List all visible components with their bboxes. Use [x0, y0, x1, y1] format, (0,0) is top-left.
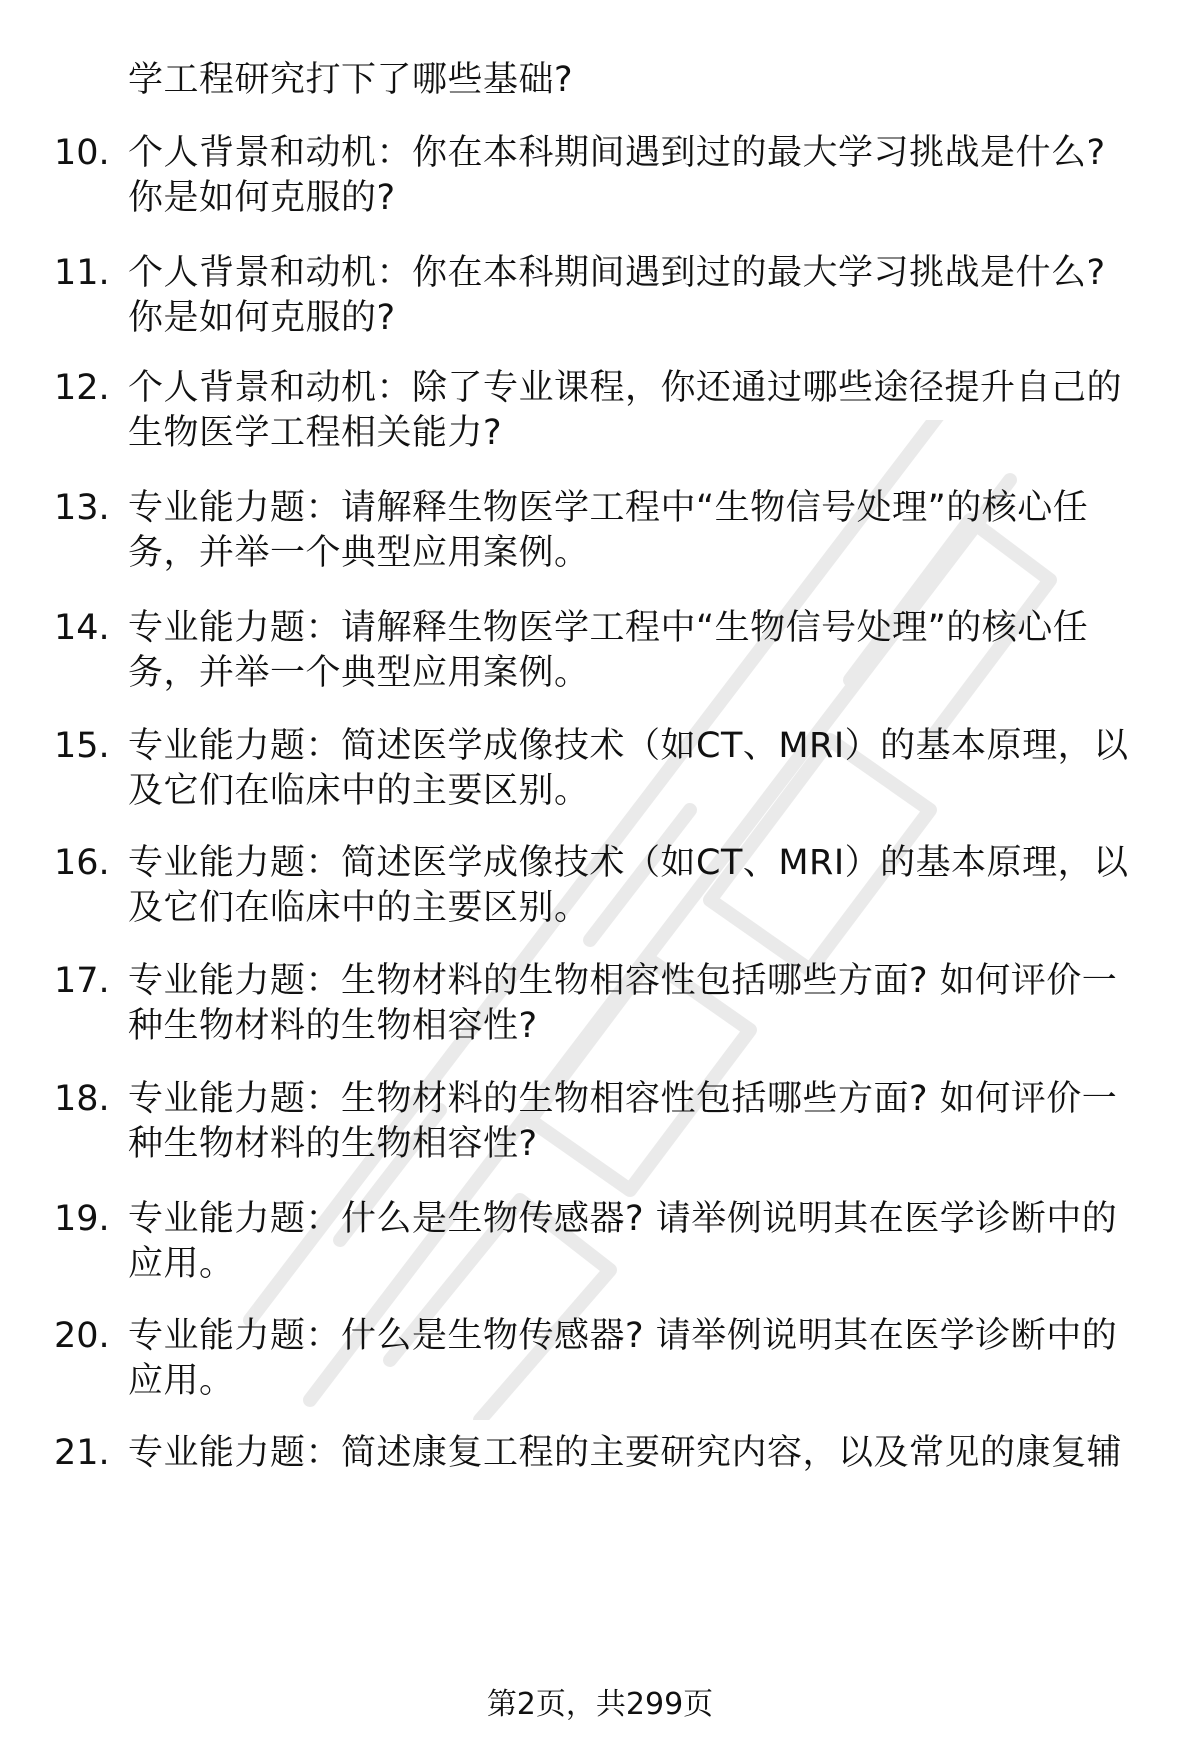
item-text-line2: 你是如何克服的?: [128, 298, 396, 338]
item-number: 21.: [54, 1433, 110, 1473]
item-text-line2: 务，并举一个典型应用案例。: [128, 653, 590, 693]
item-text-line1: 专业能力题：生物材料的生物相容性包括哪些方面? 如何评价一: [128, 961, 1118, 1001]
item-text-line2: 及它们在临床中的主要区别。: [128, 888, 590, 928]
item-text-line2: 应用。: [128, 1244, 235, 1284]
item-text-line1: 个人背景和动机：你在本科期间遇到过的最大学习挑战是什么?: [128, 133, 1106, 173]
item-text-line1: 个人背景和动机：除了专业课程，你还通过哪些途径提升自己的: [128, 368, 1123, 408]
item-number: 18.: [54, 1079, 110, 1119]
item-text-line1: 专业能力题：什么是生物传感器? 请举例说明其在医学诊断中的: [128, 1316, 1118, 1356]
item-text-line2: 你是如何克服的?: [128, 178, 396, 218]
item-text-line2: 及它们在临床中的主要区别。: [128, 771, 590, 811]
item-number: 10.: [54, 133, 110, 173]
continued-text: 学工程研究打下了哪些基础?: [128, 60, 574, 100]
item-text-line2: 应用。: [128, 1361, 235, 1401]
item-number: 11.: [54, 253, 110, 293]
item-text-line2: 生物医学工程相关能力?: [128, 413, 503, 453]
item-number: 17.: [54, 961, 110, 1001]
item-text-line1: 专业能力题：请解释生物医学工程中“生物信号处理”的核心任: [128, 488, 1089, 528]
item-number: 12.: [54, 368, 110, 408]
item-text-line1: 专业能力题：什么是生物传感器? 请举例说明其在医学诊断中的: [128, 1199, 1118, 1239]
item-text-line1: 个人背景和动机：你在本科期间遇到过的最大学习挑战是什么?: [128, 253, 1106, 293]
item-text-line1: 专业能力题：请解释生物医学工程中“生物信号处理”的核心任: [128, 608, 1089, 648]
page-footer: 第2页，共299页: [486, 1687, 714, 1722]
item-text-line2: 种生物材料的生物相容性?: [128, 1124, 538, 1164]
item-number: 14.: [54, 608, 110, 648]
item-number: 15.: [54, 726, 110, 766]
item-text-line2: 种生物材料的生物相容性?: [128, 1006, 538, 1046]
item-text-line1: 专业能力题：简述康复工程的主要研究内容，以及常见的康复辅: [128, 1433, 1123, 1473]
item-text-line1: 专业能力题：简述医学成像技术（如CT、MRI）的基本原理，以: [128, 843, 1129, 883]
item-text-line1: 专业能力题：生物材料的生物相容性包括哪些方面? 如何评价一: [128, 1079, 1118, 1119]
item-number: 19.: [54, 1199, 110, 1239]
item-text-line1: 专业能力题：简述医学成像技术（如CT、MRI）的基本原理，以: [128, 726, 1129, 766]
item-number: 16.: [54, 843, 110, 883]
item-text-line2: 务，并举一个典型应用案例。: [128, 533, 590, 573]
item-number: 20.: [54, 1316, 110, 1356]
item-number: 13.: [54, 488, 110, 528]
